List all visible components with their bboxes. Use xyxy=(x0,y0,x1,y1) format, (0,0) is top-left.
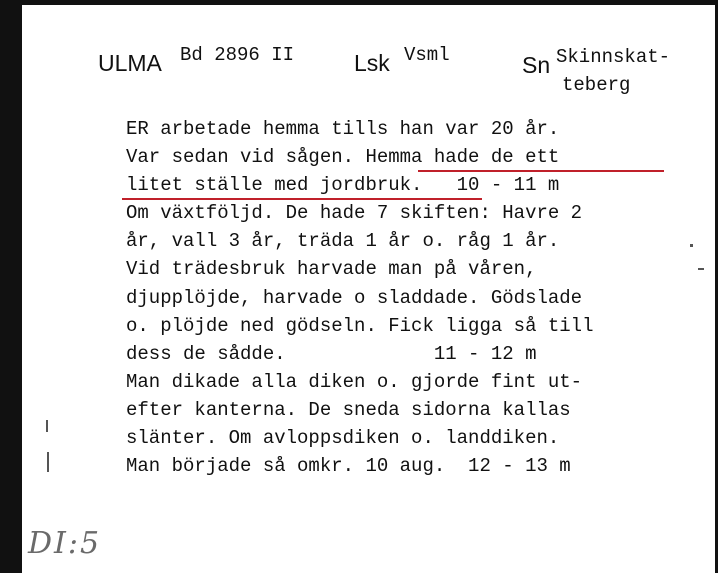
archive-code: ULMA xyxy=(98,50,162,76)
text-line: Om växtföljd. De hade 7 skiften: Havre 2 xyxy=(126,202,583,225)
text-line: år, vall 3 år, träda 1 år o. råg 1 år. xyxy=(126,230,560,253)
text-line: dess de sådde. 11 - 12 m xyxy=(126,342,537,365)
red-underline-1 xyxy=(418,170,664,172)
parish-value-line2: teberg xyxy=(562,74,631,96)
parish-label: Sn xyxy=(522,52,551,78)
text-line: ER arbetade hemma tills han var 20 år. xyxy=(126,118,560,140)
card-border-left xyxy=(0,0,22,573)
red-underline-2 xyxy=(122,198,482,200)
text-line: slänter. Om avloppsdiken o. landdiken. xyxy=(126,427,560,450)
text-line: efter kanterna. De sneda sidorna kallas xyxy=(126,398,571,421)
volume-number: Bd 2896 II xyxy=(180,44,295,66)
text-line: o. plöjde ned gödseln. Fick ligga så till xyxy=(126,314,594,337)
margin-mark xyxy=(47,452,49,472)
margin-mark xyxy=(690,244,693,247)
text-line: Var sedan vid sågen. Hemma hade de ett xyxy=(126,146,560,169)
text-line: Man dikade alla diken o. gjorde fint ut- xyxy=(126,370,583,393)
margin-mark xyxy=(46,420,48,432)
county-label: Lsk xyxy=(354,50,390,76)
text-line: Man började så omkr. 10 aug. 12 - 13 m xyxy=(126,455,571,478)
card-border-top xyxy=(0,0,718,5)
text-line: Vid trädesbruk harvade man på våren, xyxy=(126,258,537,281)
handwritten-note: DI:5 xyxy=(28,526,102,561)
text-line: djupplöjde, harvade o sladdade. Gödslade xyxy=(126,286,583,309)
margin-mark xyxy=(698,268,704,270)
text-line: litet ställe med jordbruk. 10 - 11 m xyxy=(126,174,560,197)
county-value: Vsml xyxy=(404,44,450,66)
parish-value-line1: Skinnskat- xyxy=(556,46,671,68)
